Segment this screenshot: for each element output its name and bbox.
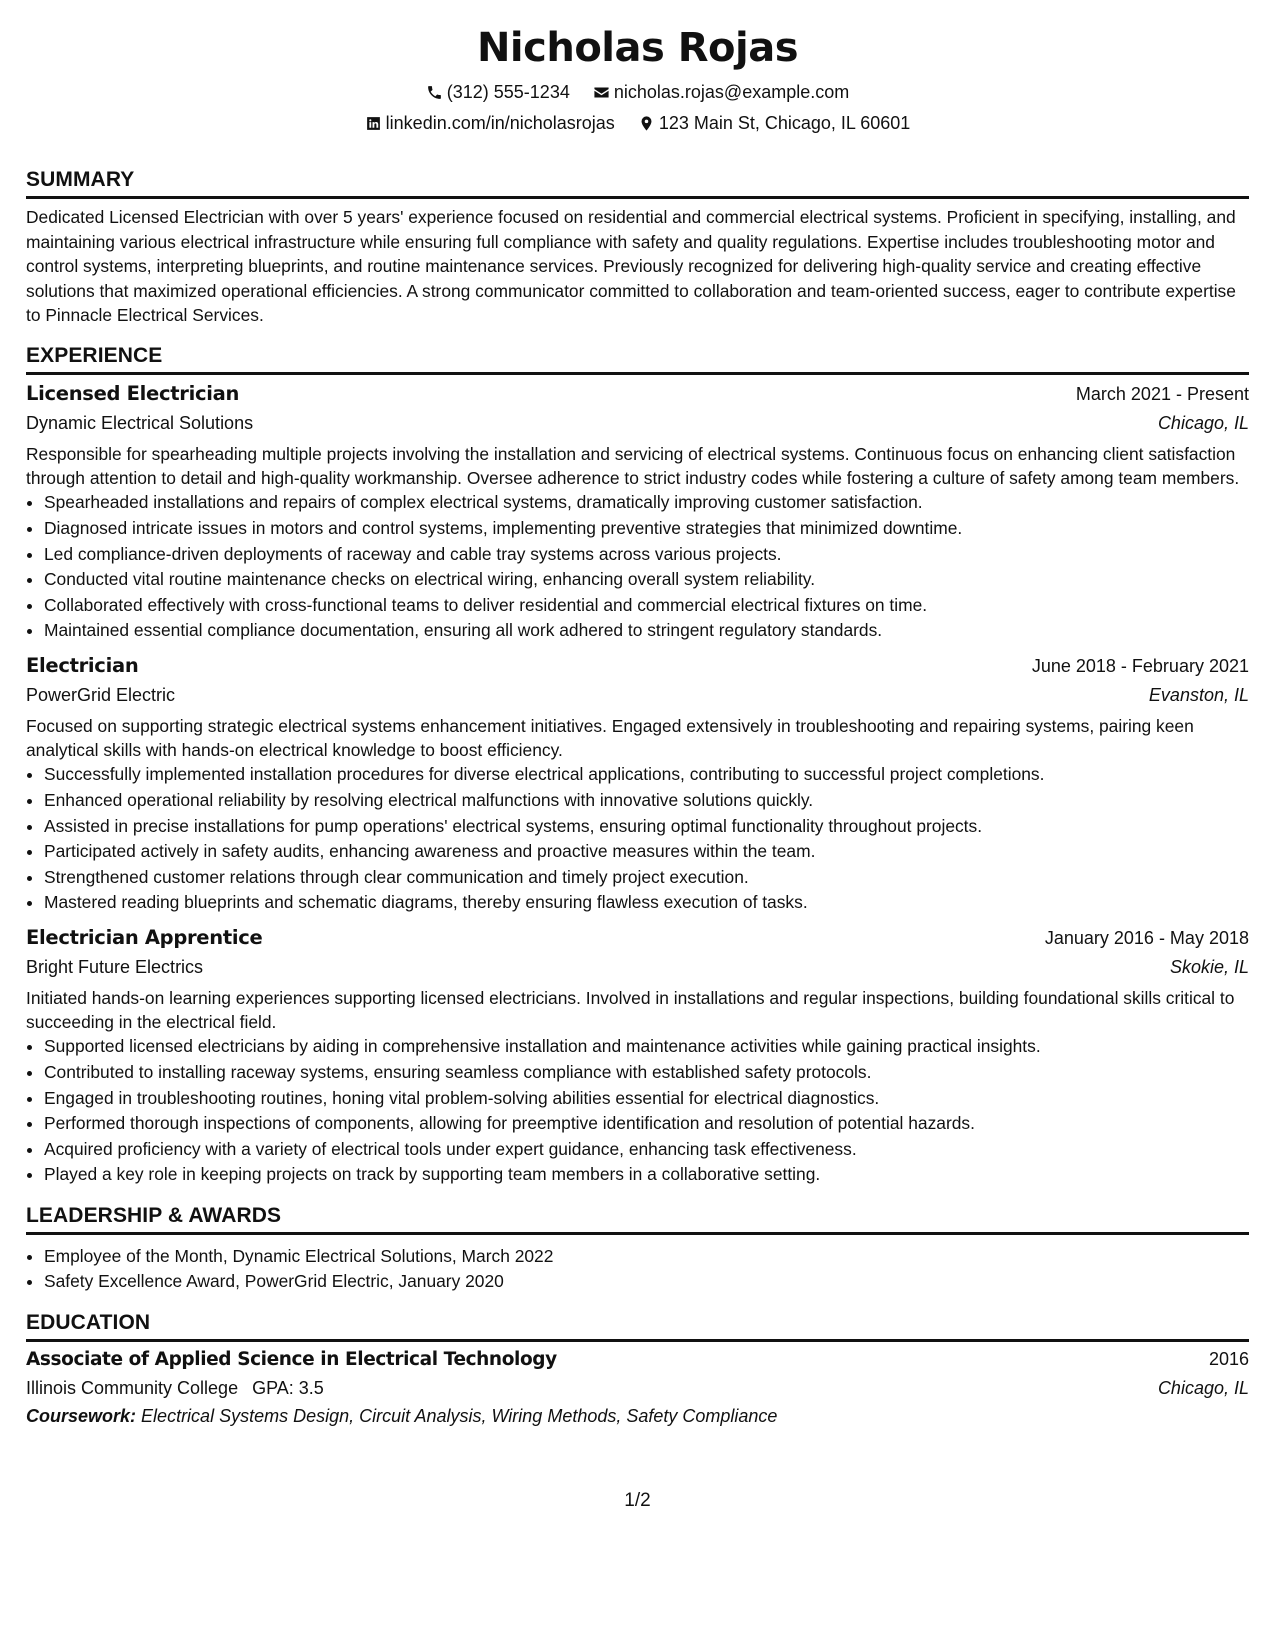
education-location: Chicago, IL xyxy=(1157,1378,1249,1399)
job-title: Licensed Electrician xyxy=(26,381,240,405)
job-location: Chicago, IL xyxy=(1157,412,1249,433)
list-item: • Assisted in precise installations for pump operations' electrical systems, ensuring optimal functionality throughout projects. xyxy=(44,814,1249,840)
education-coursework xyxy=(26,1406,1249,1427)
email-link[interactable]: nicholas.rojas@example.com xyxy=(613,82,850,102)
list-item: • Collaborated effectively with cross-functional teams to deliver residential and commercial electrical fixtures on time. xyxy=(44,593,1249,619)
education-year: 2016 xyxy=(1208,1349,1249,1370)
awards-heading: LEADERSHIP & AWARDS xyxy=(26,1202,1249,1235)
page-indicator: 1/2 xyxy=(624,1490,651,1511)
list-item: • Maintained essential compliance documentation, ensuring all work adhered to stringent regulatory standards. xyxy=(44,618,1249,644)
job-dates: June 2018 - February 2021 xyxy=(1031,655,1249,676)
awards-list xyxy=(26,1244,1249,1295)
candidate-name: Nicholas Rojas xyxy=(476,25,799,71)
map-pin-icon xyxy=(638,115,655,132)
education-gpa: GPA: 3.5 xyxy=(252,1378,324,1399)
contact-phone xyxy=(426,80,570,104)
list-item: • Supported licensed electricians by aiding in comprehensive installation and maintenance activities while gaining practical insights. xyxy=(44,1034,1249,1060)
list-item: • Participated actively in safety audits, enhancing awareness and proactive measures within the team. xyxy=(44,839,1249,865)
contact-line-2 xyxy=(26,111,1249,135)
list-item: • Played a key role in keeping projects on track by supporting team members in a collaborative setting. xyxy=(44,1162,1249,1188)
contact-line-1 xyxy=(26,80,1249,104)
experience-heading: EXPERIENCE xyxy=(26,342,1249,375)
envelope-icon xyxy=(593,84,610,101)
job-company: Dynamic Electrical Solutions xyxy=(26,412,254,433)
job-description: Responsible for spearheading multiple projects involving the installation and servicing of electrical systems. Continuous focus on enhancing client satisfaction through attention to detail and high-quality workmanship. Oversee adherence to strict industry codes while fostering a culture of safety among team members. xyxy=(26,443,1240,489)
job-title: Electrician Apprentice xyxy=(26,925,263,949)
linkedin-icon xyxy=(365,115,382,132)
contact-linkedin[interactable] xyxy=(365,111,615,135)
linkedin-link[interactable]: linkedin.com/in/nicholasrojas xyxy=(385,113,615,133)
phone-icon xyxy=(426,84,443,101)
job-bullets xyxy=(26,1034,1249,1188)
experience-section xyxy=(26,342,1249,1188)
contact-address xyxy=(638,111,911,135)
job-dates: January 2016 - May 2018 xyxy=(1044,927,1249,948)
list-item: • Successfully implemented installation procedures for diverse electrical applications, contributing to successful project completions. xyxy=(44,762,1249,788)
job-bullets xyxy=(26,490,1249,644)
education-degree: Associate of Applied Science in Electrical Technology xyxy=(26,1349,557,1371)
education-school: Illinois Community College xyxy=(26,1378,239,1399)
education-heading: EDUCATION xyxy=(26,1309,1249,1342)
list-item: • Enhanced operational reliability by resolving electrical malfunctions with innovative solutions quickly. xyxy=(44,788,1249,814)
list-item: • Spearheaded installations and repairs of complex electrical systems, dramatically improving customer satisfaction. xyxy=(44,490,1249,516)
contact-email[interactable] xyxy=(593,80,849,104)
job-dates: March 2021 - Present xyxy=(1075,383,1249,404)
job-location: Skokie, IL xyxy=(1169,956,1249,977)
job-entry xyxy=(26,926,1249,1188)
list-item: • Mastered reading blueprints and schematic diagrams, thereby ensuring flawless execution of tasks. xyxy=(44,890,1249,916)
list-item: • Contributed to installing raceway systems, ensuring seamless compliance with established safety protocols. xyxy=(44,1060,1249,1086)
list-item: • Strengthened customer relations through clear communication and timely project execution. xyxy=(44,865,1249,891)
job-entry xyxy=(26,382,1249,644)
job-company: PowerGrid Electric xyxy=(26,684,176,705)
job-company: Bright Future Electrics xyxy=(26,956,204,977)
job-description: Initiated hands-on learning experiences supporting licensed electricians. Involved in installations and regular inspections, building foundational skills critical to succeeding in the electrical field. xyxy=(26,987,1235,1033)
education-section xyxy=(26,1309,1249,1427)
list-item: • Engaged in troubleshooting routines, honing vital problem-solving abilities essential for electrical diagnostics. xyxy=(44,1086,1249,1112)
phone-text: (312) 555-1234 xyxy=(446,82,570,102)
summary-section xyxy=(26,166,1249,328)
coursework-label: Coursework: xyxy=(26,1406,137,1427)
job-description: Focused on supporting strategic electrical systems enhancement initiatives. Engaged extensively in troubleshooting and repairing systems, pairing keen analytical skills with hands-on electrical knowledge to boost efficiency. xyxy=(26,715,1194,761)
job-entry xyxy=(26,654,1249,916)
list-item: • Performed thorough inspections of components, allowing for preemptive identification and resolution of potential hazards. xyxy=(44,1111,1249,1137)
list-item: • Conducted vital routine maintenance checks on electrical wiring, enhancing overall system reliability. xyxy=(44,567,1249,593)
job-title: Electrician xyxy=(26,653,139,677)
job-bullets xyxy=(26,762,1249,916)
list-item: • Led compliance-driven deployments of raceway and cable tray systems across various projects. xyxy=(44,542,1249,568)
address-text: 123 Main St, Chicago, IL 60601 xyxy=(658,113,911,133)
list-item: • Acquired proficiency with a variety of electrical tools under expert guidance, enhancing task effectiveness. xyxy=(44,1137,1249,1163)
resume-page xyxy=(26,0,1249,1427)
job-location: Evanston, IL xyxy=(1148,684,1249,705)
list-item: • Safety Excellence Award, PowerGrid Electric, January 2020 xyxy=(44,1269,1249,1295)
list-item: • Diagnosed intricate issues in motors and control systems, implementing preventive strategies that minimized downtime. xyxy=(44,516,1249,542)
awards-section xyxy=(26,1202,1249,1295)
summary-heading: SUMMARY xyxy=(26,166,1249,199)
coursework-text: Electrical Systems Design, Circuit Analysis, Wiring Methods, Safety Compliance xyxy=(141,1406,778,1427)
summary-text: Dedicated Licensed Electrician with over 5 years' experience focused on residential and commercial electrical systems. Proficient in specifying, installing, and maintaining various electrical infrastructure while ensuring full compliance with safety and quality regulations. Expertise includes troubleshooting motor and control systems, interpreting blueprints, and routine maintenance services. Previously recognized for delivering high-quality service and creating effective solutions that maximized operational efficiencies. A strong communicator committed to collaboration and team-oriented success, eager to contribute expertise to Pinnacle Electrical Services. xyxy=(26,207,1236,326)
list-item: • Employee of the Month, Dynamic Electrical Solutions, March 2022 xyxy=(44,1244,1249,1270)
